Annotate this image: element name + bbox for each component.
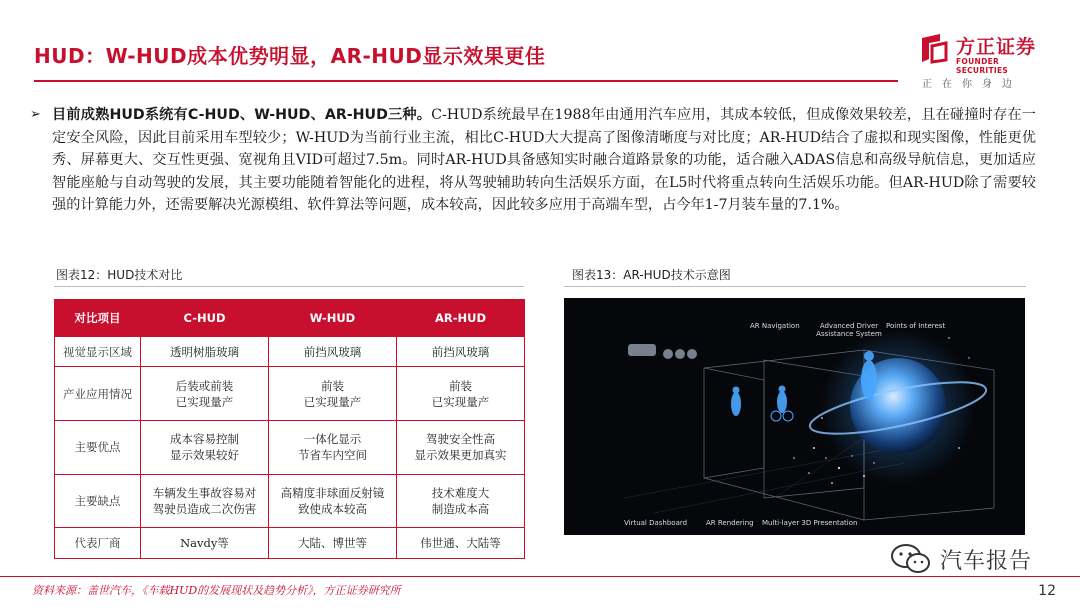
table-header-cell: C-HUD xyxy=(141,300,269,337)
table-cell xyxy=(269,528,397,559)
source-note: 资料来源：盖世汽车，《车载HUD的发展现状及趋势分析》，方正证券研究所 xyxy=(32,584,401,597)
cell-line: 伟世通、大陆等 xyxy=(420,536,501,551)
cell-line: 节省车内空间 xyxy=(298,448,367,463)
table-header-cell: W-HUD xyxy=(269,300,397,337)
table-caption: 图表12：HUD技术对比 xyxy=(56,268,183,282)
cell-line: 成本容易控制 xyxy=(170,432,239,447)
cell-line: 一体化显示 xyxy=(303,432,362,447)
cell-line: 车辆发生事故容易对 xyxy=(152,486,257,501)
cell-line: Navdy等 xyxy=(180,536,229,551)
hud-comparison-table xyxy=(54,299,525,559)
cell-line: 高精度非球面反射镜 xyxy=(280,486,385,501)
logo-slogan: 正在你身边 xyxy=(922,79,1022,90)
page-title: HUD：W-HUD成本优势明显，AR-HUD显示效果更佳 xyxy=(34,44,546,68)
table-header-row xyxy=(55,300,525,337)
cell-line: 驾驶安全性高 xyxy=(426,432,495,447)
cell-line: 制造成本高 xyxy=(431,502,490,517)
label-ar-rendering: AR Rendering xyxy=(706,519,754,527)
founder-logo-mark-icon xyxy=(918,32,950,64)
table-cell xyxy=(269,337,397,367)
table-cell xyxy=(397,474,525,528)
figure-caption-divider xyxy=(564,286,1026,287)
table-row xyxy=(55,337,525,367)
table-header-cell: AR-HUD xyxy=(397,300,525,337)
cell-line: 后装或前装 xyxy=(175,378,234,393)
title-divider xyxy=(34,80,898,82)
ar-hud-illustration xyxy=(564,298,1025,535)
wechat-account-name: 汽车报告 xyxy=(940,549,1033,574)
cell-line: 前装 xyxy=(321,378,344,393)
logo-name-en: FOUNDER SECURITIES xyxy=(956,57,1009,75)
table-cell xyxy=(269,474,397,528)
body-paragraph xyxy=(52,104,1036,217)
table-row xyxy=(55,474,525,528)
footer-divider xyxy=(0,576,1080,577)
row-label: 产业应用情况 xyxy=(55,367,141,421)
cell-line: 已实现量产 xyxy=(175,394,234,409)
cell-line: 已实现量产 xyxy=(303,394,362,409)
wechat-icon xyxy=(888,542,934,576)
table-cell xyxy=(269,367,397,421)
page-number: 12 xyxy=(1038,583,1056,599)
table-cell xyxy=(397,528,525,559)
label-points-of-interest: Points of Interest xyxy=(886,322,946,330)
cell-line: 已实现量产 xyxy=(431,394,490,409)
bullet-arrow-icon: ➢ xyxy=(30,107,41,122)
table-cell xyxy=(397,421,525,475)
ar-hud-illustration-graphic xyxy=(564,298,1025,535)
cell-line: 致使成本较高 xyxy=(298,502,367,517)
table-cell xyxy=(141,474,269,528)
cell-line: 技术难度大 xyxy=(431,486,490,501)
label-adas: Advanced Driver Assistance System xyxy=(816,322,882,338)
table-caption-divider xyxy=(54,286,524,287)
cell-line: 显示效果更加真实 xyxy=(414,448,507,463)
cell-line: 大陆、博世等 xyxy=(298,536,367,551)
cell-line: 前挡风玻璃 xyxy=(431,344,490,359)
cell-line: 显示效果较好 xyxy=(170,448,239,463)
table-header-cell: 对比项目 xyxy=(55,300,141,337)
cell-line: 前装 xyxy=(449,378,472,393)
paragraph-lead: 目前成熟HUD系统有C-HUD、W-HUD、AR-HUD三种。 xyxy=(52,107,432,123)
label-multi-layer-3d: Multi-layer 3D Presentation xyxy=(762,519,858,527)
founder-logo xyxy=(918,30,1053,90)
table-cell xyxy=(397,337,525,367)
table-cell xyxy=(141,528,269,559)
table-row xyxy=(55,421,525,475)
label-ar-navigation: AR Navigation xyxy=(750,322,800,330)
cell-line: 驾驶员造成二次伤害 xyxy=(152,502,257,517)
figure-caption: 图表13：AR-HUD技术示意图 xyxy=(572,268,731,282)
paragraph-text: C-HUD系统最早在1988年由通用汽车应用，其成本较低，但成像效果较差，且在碰撞时存在一定安全风险，因此目前采用车型较少；W-HUD为当前行业主流，相比C-HUD大大提高了图像清晰度与对比度；AR-HUD结合了虚拟和现实图像，性能更优秀、屏幕更大、交互性更强、宽视角且VID可超过7.5m。同时AR-HUD具备感知实时融合道路景象的功能，适合融入ADAS信息和高级导航信息，更加适应智能座舱与自动驾驶的发展，其主要功能随着智能化的进程，将从驾驶辅助转向生活娱乐方面，在L5时代将重点转向生活娱乐功能。但AR-HUD除了需要较强的计算能力外，还需要解决光源模组、软件算法等问题，成本较高，因此较多应用于高端车型，占今年1-7月装车量的7.1%。 xyxy=(52,107,1036,214)
table-cell xyxy=(141,367,269,421)
logo-name-cn: 方正证券 xyxy=(956,36,1037,58)
row-label: 代表厂商 xyxy=(55,528,141,559)
cell-line: 前挡风玻璃 xyxy=(303,344,362,359)
row-label: 主要缺点 xyxy=(55,474,141,528)
cell-line: 透明树脂玻璃 xyxy=(170,344,239,359)
label-virtual-dashboard: Virtual Dashboard xyxy=(624,519,688,527)
row-label: 主要优点 xyxy=(55,421,141,475)
table-row xyxy=(55,367,525,421)
wechat-watermark xyxy=(884,542,1054,576)
table-row xyxy=(55,528,525,559)
table-cell xyxy=(397,367,525,421)
table-cell xyxy=(269,421,397,475)
row-label: 视觉显示区域 xyxy=(55,337,141,367)
table-cell xyxy=(141,337,269,367)
table-cell xyxy=(141,421,269,475)
